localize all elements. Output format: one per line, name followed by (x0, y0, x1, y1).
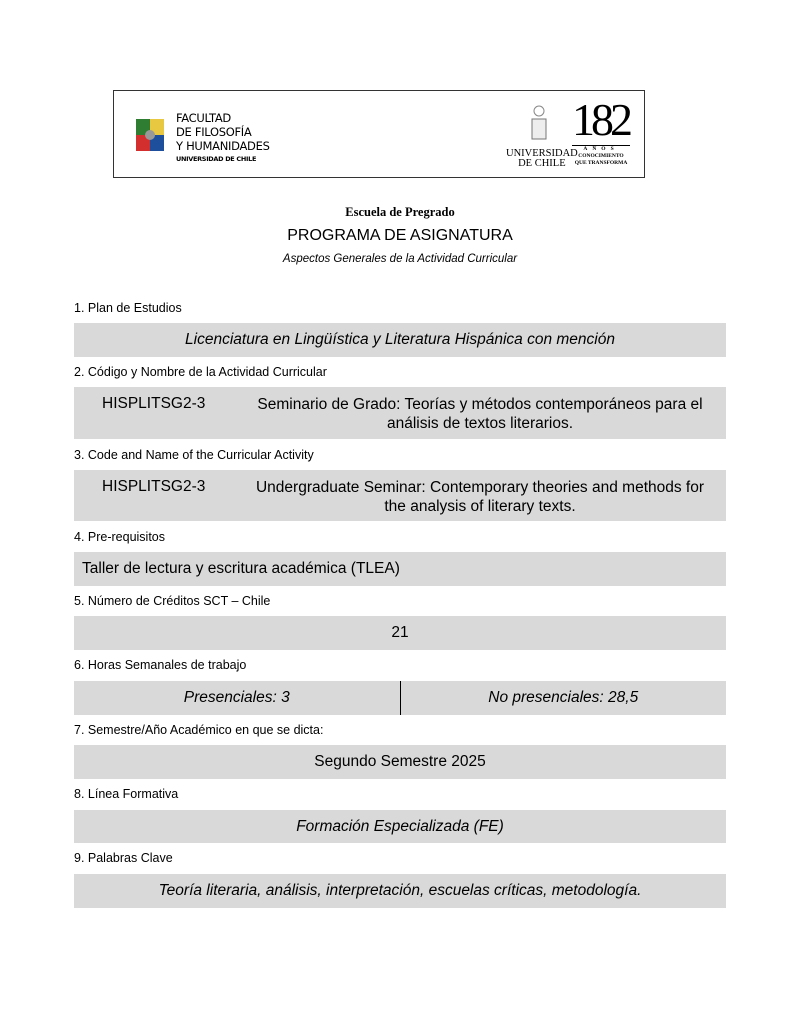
code-en-box (74, 470, 726, 521)
prereq-box (74, 552, 726, 586)
motto-line: QUE TRANSFORMA (574, 160, 628, 166)
faculty-line: Y HUMANIDADES (176, 139, 270, 153)
course-code: HISPLITSG2-3 (102, 395, 206, 412)
university-line: UNIVERSIDAD (506, 148, 578, 159)
credits-label: 5. Número de Créditos SCT – Chile (74, 594, 271, 608)
semester-value: Segundo Semestre 2025 (314, 753, 486, 770)
anniversary-number: 182 (572, 94, 629, 145)
school-name: Escuela de Pregrado (345, 205, 455, 219)
line-box (74, 810, 726, 843)
line-label: 8. Línea Formativa (74, 787, 179, 801)
hours-no-presencial: No presenciales: 28,5 (488, 689, 639, 706)
university-logo-text (506, 149, 578, 169)
semester-box (74, 745, 726, 779)
university-crest-icon (529, 105, 549, 145)
header-logos (113, 90, 645, 178)
faculty-line: DE FILOSOFÍA (176, 125, 252, 139)
faculty-logo-text (176, 111, 270, 165)
prereq-label: 4. Pre-requisitos (74, 530, 166, 544)
credits-value: 21 (391, 624, 409, 641)
keywords-value: Teoría literaria, análisis, interpretación, escuelas críticas, metodología. (158, 882, 642, 899)
plan-value-box (74, 323, 726, 357)
anniversary-years: AÑOS (583, 146, 619, 152)
page-subtitle: Aspectos Generales de la Actividad Curricular (282, 253, 518, 265)
credits-box (74, 616, 726, 650)
line-value: Formación Especializada (FE) (296, 817, 504, 835)
plan-value: Licenciatura en Lingüística y Literatura Hispánica con mención (185, 331, 615, 348)
faculty-line: FACULTAD (176, 111, 231, 125)
page-title: PROGRAMA DE ASIGNATURA (287, 227, 513, 244)
keywords-label: 9. Palabras Clave (74, 851, 173, 865)
semester-label: 7. Semestre/Año Académico en que se dicta: (74, 723, 324, 737)
plan-label: 1. Plan de Estudios (74, 301, 182, 315)
code-es-label: 2. Código y Nombre de la Actividad Curricular (74, 365, 327, 379)
course-name-es: Seminario de Grado: Teorías y métodos contemporáneos para el análisis de textos literarios. (257, 396, 703, 432)
course-code: HISPLITSG2-3 (102, 478, 206, 495)
course-name-en: Undergraduate Seminar: Contemporary theories and methods for the analysis of literary texts. (255, 479, 705, 515)
keywords-box (74, 874, 726, 908)
hours-presencial: Presenciales: 3 (183, 689, 290, 706)
faculty-university: UNIVERSIDAD DE CHILE (176, 155, 257, 163)
hours-box (74, 681, 726, 715)
university-line: DE CHILE (518, 158, 566, 169)
code-es-box (74, 387, 726, 439)
code-en-label: 3. Code and Name of the Curricular Activity (74, 448, 314, 462)
faculty-crest-icon (136, 119, 164, 155)
motto-line: CONOCIMIENTO (578, 153, 624, 159)
prereq-value: Taller de lectura y escritura académica (TLEA) (82, 560, 400, 577)
anniversary-motto (572, 145, 630, 167)
hours-label: 6. Horas Semanales de trabajo (74, 658, 247, 672)
